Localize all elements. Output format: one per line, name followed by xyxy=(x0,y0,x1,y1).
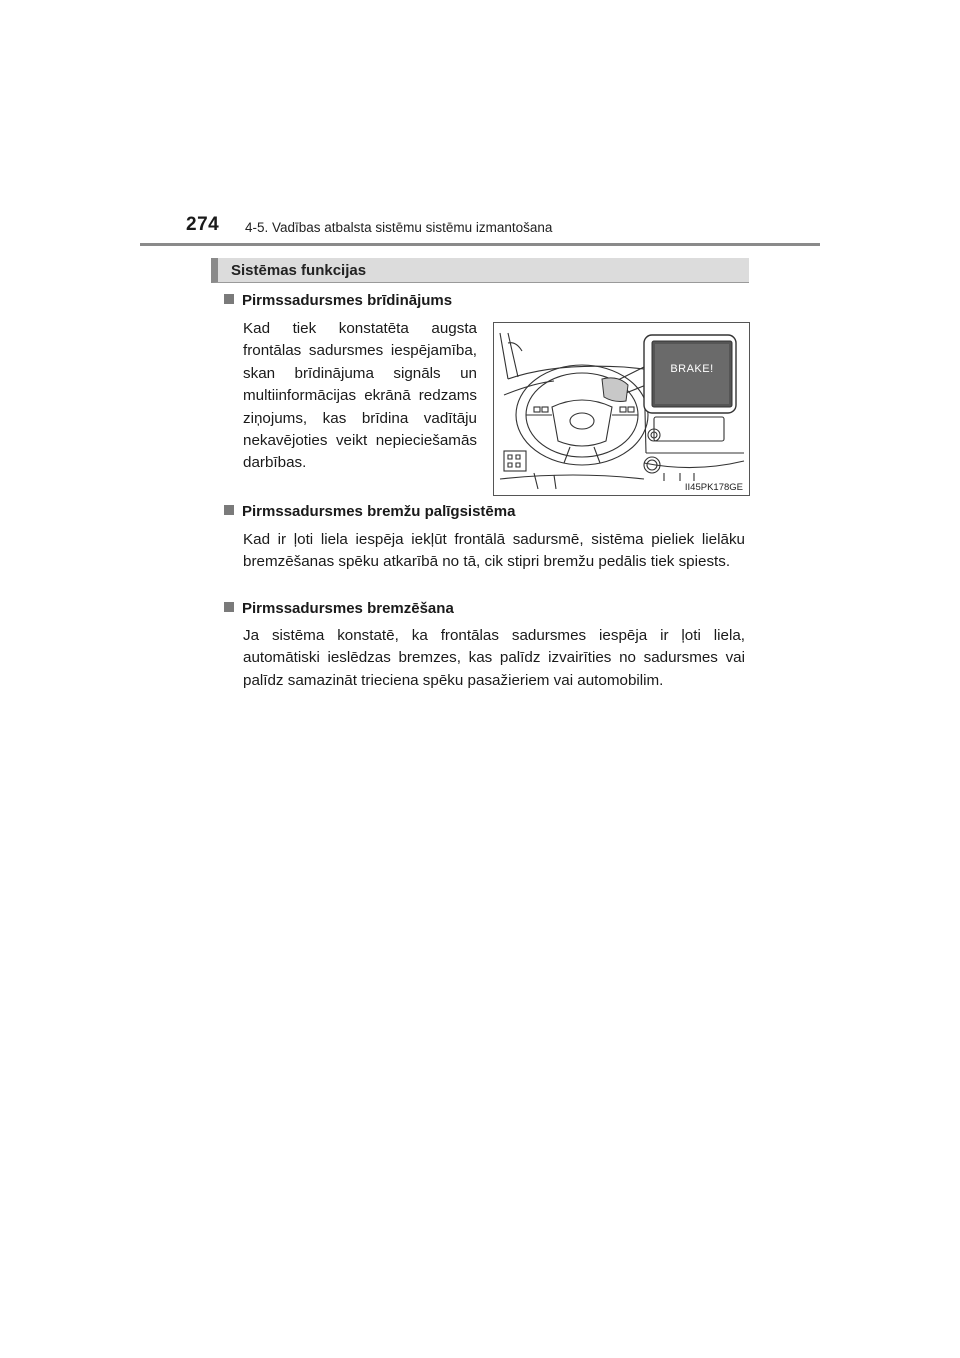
item-heading-pre-collision-braking xyxy=(224,600,454,617)
item-text-brake-assist: Kad ir ļoti liela iespēja iekļūt frontālā sadursmē, sistēma pieliek lielāku bremzēšanas spēku atkarībā no tā, cik stipri bremžu pedālis tiek spiests. xyxy=(243,531,745,571)
brake-message: BRAKE! xyxy=(670,363,714,375)
dashboard-illustration xyxy=(493,322,750,496)
square-bullet-icon xyxy=(224,602,234,612)
item-heading-text: Pirmssadursmes brīdinājums xyxy=(242,292,453,309)
dashboard-drawing xyxy=(494,323,750,496)
header-rule xyxy=(140,243,820,246)
item-heading-text: Pirmssadursmes bremžu palīgsistēma xyxy=(242,503,516,520)
running-header: 4-5. Vadības atbalsta sistēmu sistēmu izmantošana xyxy=(245,220,553,235)
square-bullet-icon xyxy=(224,505,234,515)
item-text-pre-collision-braking: Ja sistēma konstatē, ka frontālas sadursmes iespēja ir ļoti liela, automātiski ieslēdzas bremzes, kas palīdz izvairīties no sadursmes vai palīdz samazināt trieciena spēku pasažieriem vai automobilim. xyxy=(243,627,745,689)
page-number: 274 xyxy=(186,214,220,235)
item-heading-brake-assist xyxy=(224,503,515,520)
section-bar xyxy=(211,258,749,283)
item-heading-text: Pirmssadursmes bremzēšana xyxy=(242,600,454,617)
item-heading-pre-collision-warning xyxy=(224,292,452,309)
square-bullet-icon xyxy=(224,294,234,304)
item-text-pre-collision-warning: Kad tiek konstatēta augsta frontālas sadursmes iespējamība, skan brīdinājuma signāls un multiinformācijas ekrānā redzams ziņojums, kas brīdina vadītāju nekavējoties veikt nepieciešamās darbības. xyxy=(243,320,477,472)
section-title: Sistēmas funkcijas xyxy=(231,262,367,279)
image-code: II45PK178GE xyxy=(684,482,743,493)
